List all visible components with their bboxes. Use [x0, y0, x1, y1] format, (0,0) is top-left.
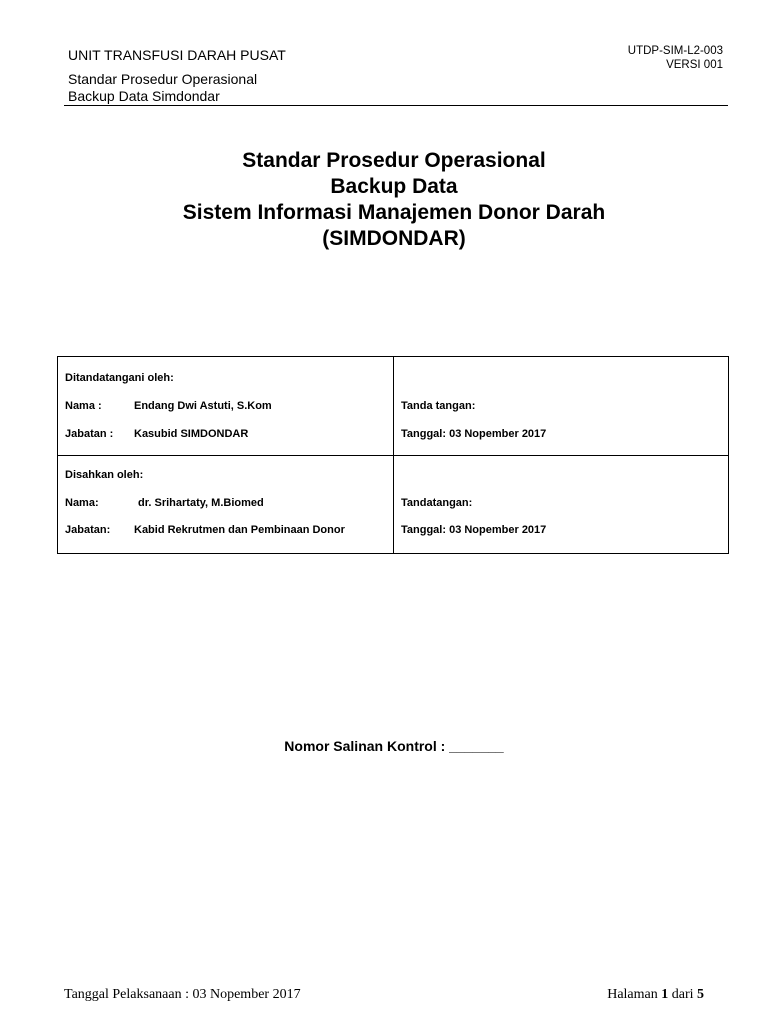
- signed-by-position-value: Kasubid SIMDONDAR: [134, 428, 249, 440]
- document-header-left: [68, 47, 286, 105]
- title-line-2: Backup Data: [330, 175, 458, 198]
- signed-by-name-value: Endang Dwi Astuti, S.Kom: [134, 400, 272, 412]
- signed-by-date: Tanggal: 03 Nopember 2017: [401, 428, 547, 440]
- document-title: [0, 148, 768, 252]
- approved-by-name-value: dr. Srihartaty, M.Biomed: [138, 497, 264, 509]
- copy-control-number: Nomor Salinan Kontrol : _______: [284, 738, 504, 754]
- approved-by-position-label: Jabatan:: [65, 524, 111, 536]
- document-header-right: [628, 44, 723, 72]
- signed-by-position-label: Jabatan :: [65, 428, 114, 440]
- page-number: [607, 987, 704, 1003]
- approved-by-heading: Disahkan oleh:: [65, 469, 144, 481]
- signed-by-signature-cell: [394, 357, 729, 456]
- page-current: 1: [661, 987, 669, 1002]
- approved-by-position-value: Kabid Rekrutmen dan Pembinaan Donor: [134, 524, 345, 536]
- signed-by-heading: Ditandatangani oleh:: [65, 372, 174, 384]
- signature-table: [57, 356, 729, 554]
- signed-by-signature-label: Tanda tangan:: [401, 400, 476, 412]
- approved-by-date: Tanggal: 03 Nopember 2017: [401, 524, 547, 536]
- approved-by-signature-label: Tandatangan:: [401, 497, 473, 509]
- document-version: VERSI 001: [666, 59, 723, 71]
- approved-by-signature-cell: [394, 456, 729, 554]
- page-prefix: Halaman: [607, 987, 658, 1002]
- approved-by-row: [58, 456, 729, 554]
- header-divider: [64, 105, 728, 106]
- approved-by-name-label: Nama:: [65, 497, 99, 509]
- signed-by-details-cell: [58, 357, 394, 456]
- signed-by-row: [58, 357, 729, 456]
- implementation-date: Tanggal Pelaksanaan : 03 Nopember 2017: [64, 987, 301, 1002]
- title-line-4: (SIMDONDAR): [322, 227, 466, 250]
- organization-name: UNIT TRANSFUSI DARAH PUSAT: [68, 47, 286, 63]
- header-doc-title-line-1: Standar Prosedur Operasional: [68, 71, 258, 87]
- header-doc-title-line-2: Backup Data Simdondar: [68, 88, 220, 104]
- page-middle: dari: [671, 987, 694, 1002]
- title-line-1: Standar Prosedur Operasional: [242, 149, 546, 172]
- signed-by-name-label: Nama :: [65, 400, 102, 412]
- approved-by-details-cell: [58, 456, 394, 554]
- page-total: 5: [697, 987, 704, 1002]
- document-code: UTDP-SIM-L2-003: [627, 45, 723, 57]
- title-line-3: Sistem Informasi Manajemen Donor Darah: [182, 201, 606, 224]
